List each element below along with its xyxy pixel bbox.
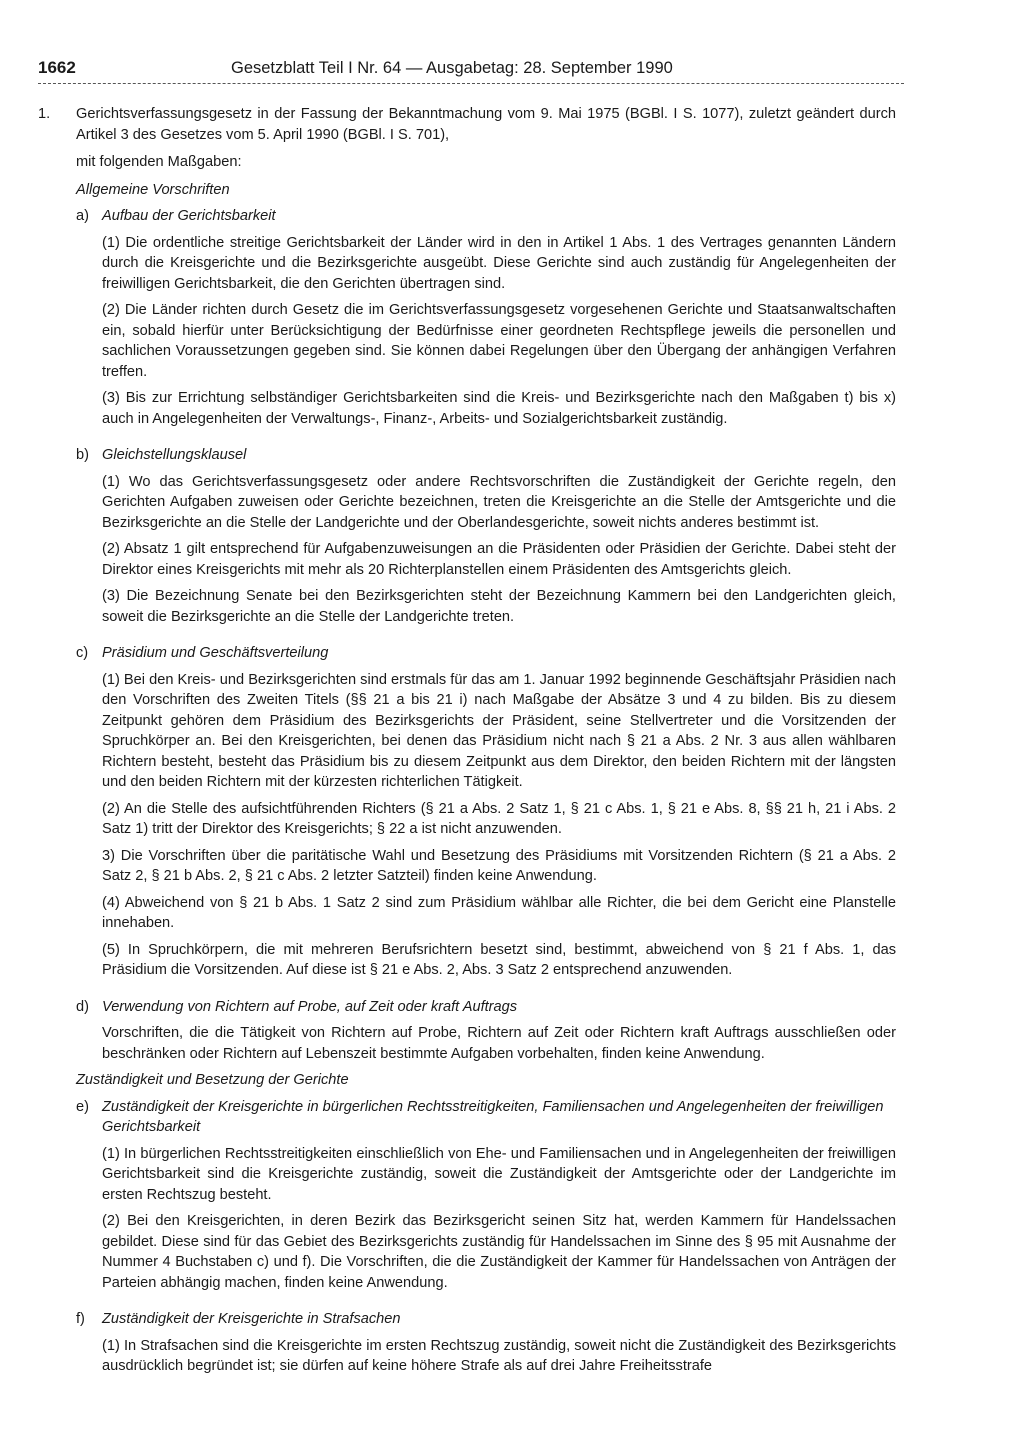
subsection-d-heading bbox=[76, 997, 896, 1018]
subsection-a-body bbox=[102, 233, 896, 430]
header-title: Gesetzblatt Teil I Nr. 64 — Ausgabetag: 28. September 1990 bbox=[231, 59, 673, 77]
paragraph: (3) Die Bezeichnung Senate bei den Bezirksgerichten steht der Bezeichnung Kammern bei den Landgerichten gleich, soweit die Bezirksgerichte an die Stelle der Landgerichte treten. bbox=[102, 588, 896, 625]
paragraph: (1) In Strafsachen sind die Kreisgerichte im ersten Rechtszug zuständig, soweit nicht die Zuständigkeit des Bezirksgerichts ausdrücklich begründet ist; sie dürfen auf keine höhere Strafe als auf drei Jahre Freiheitsstrafe bbox=[102, 1337, 896, 1374]
item-1-lead: mit folgenden Maßgaben: bbox=[76, 154, 242, 170]
paragraph: (4) Abweichend von § 21 b Abs. 1 Satz 2 sind zum Präsidium wählbar alle Richter, die bei dem Gericht eine Planstelle innehaben. bbox=[102, 894, 896, 931]
section-heading-general: Allgemeine Vorschriften bbox=[76, 181, 230, 198]
subsection-title: Verwendung von Richtern auf Probe, auf Zeit oder kraft Auftrags bbox=[102, 998, 518, 1015]
paragraph: (1) Wo das Gerichtsverfassungsgesetz oder andere Rechtsvorschriften die Zuständigkeit der Gerichte regeln, den Gerichten Aufgaben zuweisen oder Gerichte bezeichnen, treten die Kreisgerichte an die Stelle der Amtsgerichte und die Bezirksgerichte an die Stelle der Landgerichte und der Oberlandesgerichte, soweit nichts anderes bestimmt ist. bbox=[102, 473, 896, 531]
item-number: 1. bbox=[38, 106, 51, 122]
subsection-e-heading bbox=[76, 1097, 896, 1138]
subsection-letter: a) bbox=[76, 208, 89, 224]
paragraph: (5) In Spruchkörpern, die mit mehreren Berufsrichtern besetzt sind, bestimmt, abweichend von § 21 f Abs. 1, das Präsidium die Vorsitzenden. Auf diese ist § 21 e Abs. 2, Abs. 3 Satz 2 entsprechend anzuwenden. bbox=[102, 941, 896, 978]
subsection-title: Gleichstellungsklausel bbox=[102, 447, 247, 463]
subsection-letter: b) bbox=[76, 447, 89, 463]
paragraph: (2) Die Länder richten durch Gesetz die im Gerichtsverfassungsgesetz vorgesehenen Gerichte und Staatsanwaltschaften ein, sobald hierfür unter Berücksichtigung der Bedürfnisse einer geordneten Rechtspflege jeweils die personellen und sachlichen Voraussetzungen gegeben sind. Sie können dabei Regelungen über den Übergang der anhängigen Verfahren treffen. bbox=[102, 302, 896, 380]
item-1 bbox=[38, 104, 896, 145]
subsection-b-heading bbox=[76, 445, 896, 466]
subsection-letter: d) bbox=[76, 998, 89, 1015]
paragraph: 3) Die Vorschriften über die paritätische Wahl und Besetzung des Präsidiums mit Vorsitzenden Richtern (§ 21 a Abs. 2 Satz 2, § 21 b Abs. 2, § 21 c Abs. 2 letzter Satzteil) finden keine Anwendung. bbox=[102, 847, 896, 884]
subsection-f-body bbox=[102, 1336, 896, 1377]
document-body bbox=[38, 104, 896, 1383]
subsection-a-heading bbox=[76, 206, 896, 227]
paragraph: (2) Bei den Kreisgerichten, in deren Bezirk das Bezirksgericht seinen Sitz hat, werden Kammern für Handelssachen gebildet. Diese sind für das Gebiet des Bezirksgerichts zuständig für Handelssachen im Sinne des § 95 mit Ausnahme der Nummer 4 Buchstaben c) und f). Die Vorschriften, die die Zuständigkeit der Kammer für Handelssachen von Anträgen der Parteien abhängig machen, finden keine Anwendung. bbox=[102, 1213, 896, 1291]
page-header bbox=[38, 58, 904, 84]
subsection-e-body bbox=[102, 1144, 896, 1294]
subsection-f-heading bbox=[76, 1309, 896, 1330]
item-1-text: Gerichtsverfassungsgesetz in der Fassung der Bekanntmachung vom 9. Mai 1975 (BGBl. I S. 1077), zuletzt geändert durch Artikel 3 des Gesetzes vom 5. April 1990 (BGBl. I S. 701), bbox=[76, 106, 896, 143]
subsection-title: Zuständigkeit der Kreisgerichte in bürgerlichen Rechtsstreitigkeiten, Familiensachen und Angelegenheiten der freiwilligen Gerichtsbarkeit bbox=[102, 1098, 884, 1135]
subsection-c-heading bbox=[76, 643, 896, 664]
subsection-d-body bbox=[102, 1023, 896, 1064]
page-number: 1662 bbox=[38, 58, 76, 77]
subsection-title: Aufbau der Gerichtsbarkeit bbox=[102, 208, 276, 224]
subsection-b-body bbox=[102, 472, 896, 628]
subsection-title: Zuständigkeit der Kreisgerichte in Strafsachen bbox=[102, 1311, 401, 1327]
paragraph: Vorschriften, die die Tätigkeit von Richtern auf Probe, Richtern auf Zeit oder Richtern kraft Auftrags ausschließen oder beschränken oder Richtern auf Lebenszeit bestimmte Aufgaben vorbehalten, finden keine Anwendung. bbox=[102, 1025, 896, 1062]
subsection-letter: f) bbox=[76, 1311, 85, 1327]
paragraph: (1) In bürgerlichen Rechtsstreitigkeiten einschließlich von Ehe- und Familiensachen und in Angelegenheiten der freiwilligen Gerichtsbarkeit sind die Kreisgerichte zuständig, soweit die Zuständigkeit der Amtsgerichte oder der Landgerichte im ersten Rechtszug besteht. bbox=[102, 1145, 896, 1203]
paragraph: (1) Bei den Kreis- und Bezirksgerichten sind erstmals für das am 1. Januar 1992 beginnende Geschäftsjahr Präsidien nach den Vorschriften des Zweiten Titels (§§ 21 a bis 21 i) nach Maßgabe der Absätze 3 und 4 zu bilden. Bis zu diesem Zeitpunkt gehören dem Präsidium des Bezirksgerichts der Präsident, seine Stellvertreter und die Vorsitzenden der Spruchkörper an. Bei den Kreisgerichten, bei denen das Präsidium nicht nach § 21 a Abs. 2 Nr. 3 aus allen wählbaren Richtern besteht, besteht das Präsidium bis zu diesem Zeitpunkt aus dem Direktor, den beiden Richtern mit der längsten und den beiden Richtern mit der kürzesten richterlichen Tätigkeit. bbox=[102, 671, 896, 790]
paragraph: (1) Die ordentliche streitige Gerichtsbarkeit der Länder wird in den in Artikel 1 Abs. 1 des Vertrages genannten Ländern durch die Kreisgerichte und die Bezirksgerichte ausgeübt. Diese Gerichte sind auch zuständig für Angelegenheiten der freiwilligen Gerichtsbarkeit, die den Gerichten übertragen sind. bbox=[102, 234, 896, 292]
subsection-c-body bbox=[102, 670, 896, 981]
subsection-title: Präsidium und Geschäftsverteilung bbox=[102, 645, 329, 661]
subsection-letter: c) bbox=[76, 645, 89, 661]
paragraph: (3) Bis zur Errichtung selbständiger Gerichtsbarkeiten sind die Kreis- und Bezirksgerichte nach den Maßgaben t) bis x) auch in Angelegenheiten der Verwaltungs-, Finanz-, Arbeits- und Sozialgerichtsbarkeit zuständig. bbox=[102, 390, 896, 427]
subsection-letter: e) bbox=[76, 1098, 89, 1115]
paragraph: (2) Absatz 1 gilt entsprechend für Aufgabenzuweisungen an die Präsidenten oder Präsidien der Gerichte. Dabei steht der Direktor eines Kreisgerichts mit mehr als 20 Richterplanstellen einem Präsidenten des Amtsgerichts gleich. bbox=[102, 541, 896, 578]
section-heading-jurisdiction: Zuständigkeit und Besetzung der Gerichte bbox=[76, 1072, 349, 1088]
paragraph: (2) An die Stelle des aufsichtführenden Richters (§ 21 a Abs. 2 Satz 1, § 21 c Abs. 1, § 21 e Abs. 8, §§ 21 h, 21 i Abs. 2 Satz 1) tritt der Direktor des Kreisgerichts; § 22 a ist nicht anzuwenden. bbox=[102, 800, 896, 837]
